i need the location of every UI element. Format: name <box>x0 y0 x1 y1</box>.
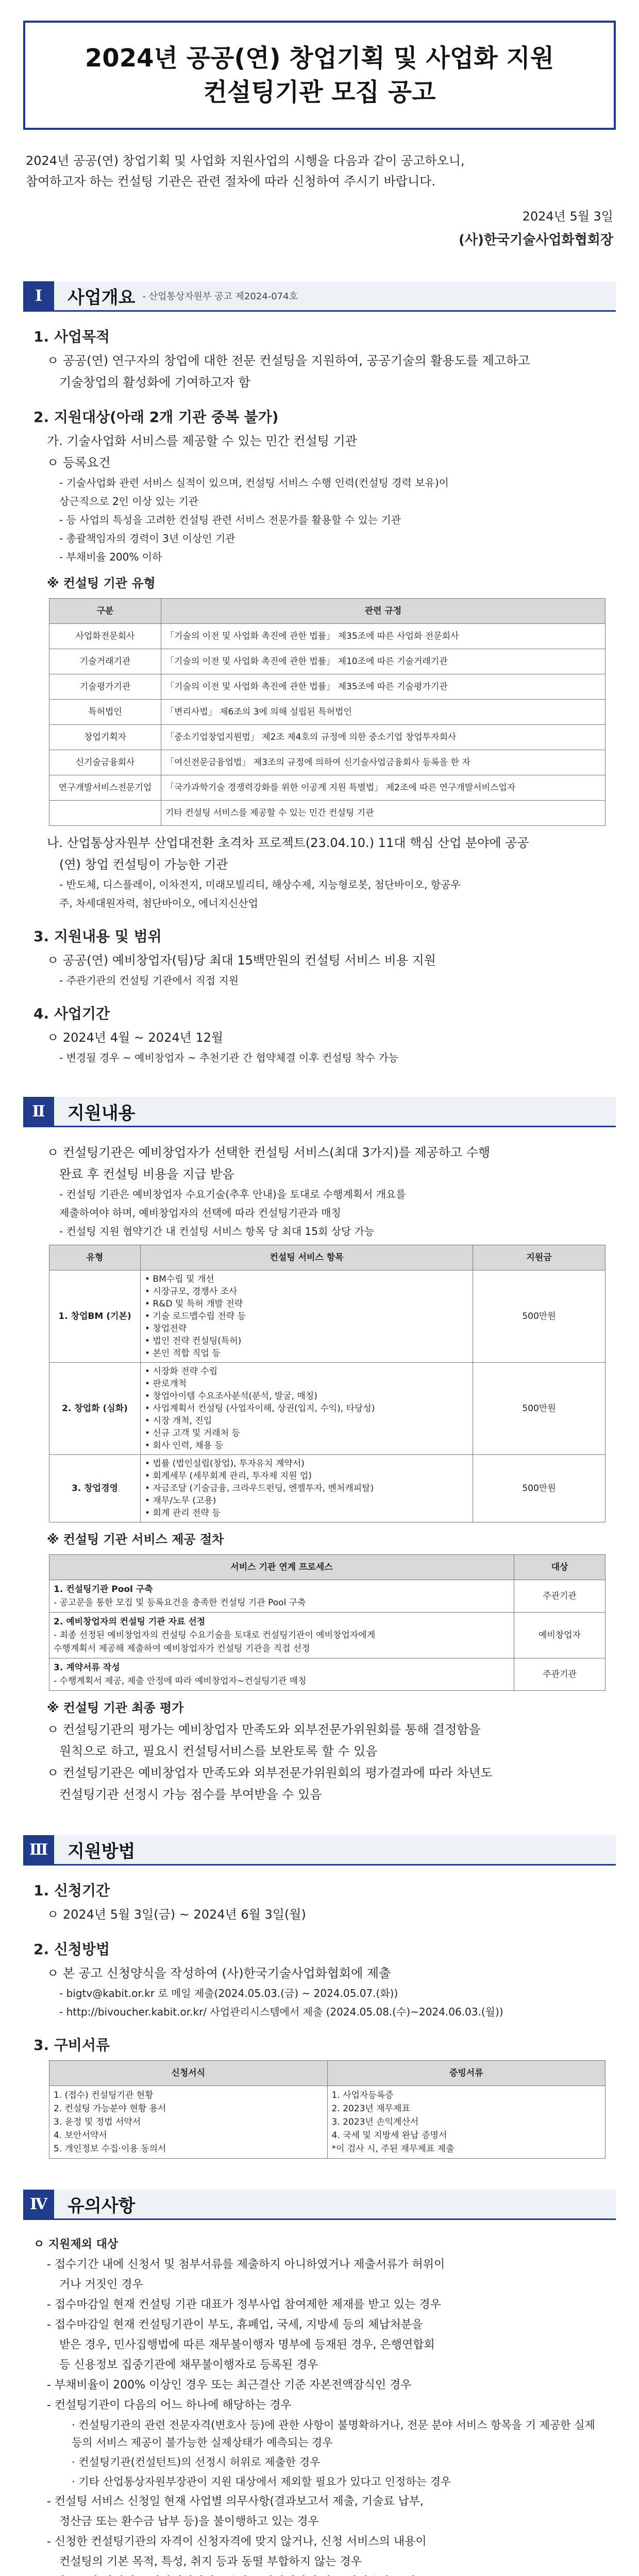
text-line: 상근직으로 2인 이상 있는 기관 <box>59 495 198 507</box>
doc-item: 2. 2023년 재무제표 <box>331 2104 410 2114</box>
text-line: 컨설팅기관 선정시 가능 점수를 부여받을 수 있음 <box>59 1787 322 1802</box>
text-line: 제출하여야 하며, 예비창업자의 선택에 따라 컨설팅기관과 매칭 <box>59 1207 341 1219</box>
service-item: • 기술 로드맵수립 전략 등 <box>145 1311 246 1321</box>
text-line: · 컨설팅기관의 관련 전문자격(변호사 등)에 관한 사항이 불명확하거나, 전문 분야 서비스 항목을 기 제공한 실제 등의 서비스 제공이 불가능한 실제상태가 예측되는 경우 <box>72 2419 595 2449</box>
title-box <box>23 21 616 130</box>
service-item: • 자금조달 (기술금융, 크라우드펀딩, 엔젤투자, 벤처캐피탈) <box>145 1483 374 1494</box>
service-fund: 500만원 <box>473 1270 606 1363</box>
process-step: 2. 예비창업자의 컨설팅 기관 자료 선정 <box>54 1617 206 1627</box>
section-4-content <box>33 2235 606 2576</box>
service-item: • BM수립 및 개선 <box>145 1274 214 1284</box>
text-line: - 기술사업화 관련 서비스 실적이 있으며, 컨설팅 서비스 수행 인력(컨설팅 경력 보유)이 <box>59 477 449 489</box>
type-name: 연구개발서비스전문기업 <box>49 775 161 801</box>
text-line: - 컨설팅 지원 협약기간 내 컨설팅 서비스 항목 당 최대 15회 상당 가능 <box>59 1225 375 1238</box>
service-item: • R&D 및 특허 개발 전략 <box>145 1299 243 1309</box>
process-step: 1. 컨설팅기관 Pool 구축 <box>54 1584 153 1595</box>
service-item: • 재무/노무 (고용) <box>145 1496 216 1506</box>
doc-item: 4. 국세 및 지방세 완납 증명서 <box>331 2130 447 2141</box>
notice-date: 2024년 5월 3일 <box>522 209 613 224</box>
text-line: · 기타 산업통상자원부장관이 지원 대상에서 제외할 필요가 있다고 인정하는 경우 <box>72 2476 451 2488</box>
process-steps <box>49 1658 514 1691</box>
process-step: - 최종 선정된 예비창업자의 컨설팅 수요기술을 토대로 컨설팅기관이 예비창업자에게 <box>54 1630 376 1640</box>
doc-item: 1. (접수) 컨설팅기관 현황 <box>54 2090 154 2100</box>
page-title-line2: 컨설팅기관 모집 공고 <box>203 78 436 107</box>
intro-line2: 참여하고자 하는 컨설팅 기관은 관련 절차에 따라 신청하여 주시기 바랍니다. <box>26 174 435 189</box>
heading-apply-method: 2. 신청방법 <box>33 1941 110 1958</box>
heading-target: 2. 지원대상(아래 2개 기관 중복 불가) <box>33 409 279 426</box>
table-row <box>49 1363 606 1455</box>
process-steps <box>49 1580 514 1613</box>
heading-documents: 3. 구비서류 <box>33 2037 110 2054</box>
service-item: • 시장 개척, 진입 <box>145 1416 212 1426</box>
text-line: 원칙으로 하고, 필요시 컨설팅서비스를 보완토록 할 수 있음 <box>59 1744 378 1758</box>
table-header: 유형 <box>49 1245 141 1270</box>
process-table <box>49 1554 606 1691</box>
text-line: - 컨설팅 기관은 예비창업자 수요기술(추후 안내)을 토대로 수행계획서 개요를 <box>59 1188 406 1200</box>
service-item: • 창업전략 <box>145 1324 187 1334</box>
service-item: • 법률 (법인설립(창업), 투자유치 계약서) <box>145 1459 305 1469</box>
service-item: • 회사 인력, 채용 등 <box>145 1440 224 1451</box>
table-row <box>49 750 606 775</box>
text-line: 가. 기술사업화 서비스를 제공할 수 있는 민간 컨설팅 기관 <box>47 434 357 448</box>
heading-scope: 3. 지원내용 및 범위 <box>33 928 162 945</box>
text-line: ㅇ 공공(연) 연구자의 창업에 대한 전문 컨설팅을 지원하여, 공공기술의 활용도를 제고하고 <box>47 353 530 368</box>
service-type: 1. 창업BM (기본) <box>49 1270 141 1363</box>
text-line: 기술창업의 활성화에 기여하고자 함 <box>59 375 250 389</box>
page-title-line1: 2024년 공공(연) 창업기획 및 사업화 지원 <box>85 44 554 73</box>
table-row <box>49 1580 606 1613</box>
section-1-content <box>33 327 606 1066</box>
section-title: 지원내용 <box>68 1103 136 1124</box>
type-name <box>49 801 161 826</box>
service-item: • 창업아이템 수요조사분석(분석, 발굴, 매칭) <box>145 1391 317 1401</box>
text-line: - 등 사업의 특성을 고려한 컨설팅 관련 서비스 전문가를 활용할 수 있는 기관 <box>59 514 401 526</box>
section-1-header <box>23 281 616 312</box>
table-row <box>49 1613 606 1658</box>
text-line: ㅇ 지원제외 대상 <box>33 2238 119 2251</box>
service-item: • 시장화 전략 수립 <box>145 1366 218 1377</box>
text-line: - 부채비율이 200% 이상인 경우 또는 최근결산 기준 자본전액잠식인 경우 <box>47 2379 412 2392</box>
docs-left-cell <box>49 2086 328 2159</box>
table-header: 증빙서류 <box>327 2061 606 2086</box>
table-row <box>49 1658 606 1691</box>
table-row <box>49 1270 606 1363</box>
table-header: 서비스 기관 연계 프로세스 <box>49 1555 514 1580</box>
text-line: 등 신용정보 집중기관에 채무불이행자로 등록된 경우 <box>59 2359 318 2371</box>
text-line: ※ 컨설팅 기관 유형 <box>47 576 156 590</box>
text-line: 거나 거짓인 경우 <box>59 2278 143 2291</box>
text-line: ㅇ 컨설팅기관은 예비창업자가 선택한 컨설팅 서비스(최대 3가지)를 제공하고 수행 <box>47 1145 491 1160</box>
process-target: 주관기관 <box>514 1580 606 1613</box>
section-title-text: 사업개요 <box>68 287 136 308</box>
type-rule: 기타 컨설팅 서비스를 제공할 수 있는 민간 컨설팅 기관 <box>161 801 606 826</box>
section-subtitle: - 산업통상자원부 공고 제2024-074호 <box>142 291 298 302</box>
text-line: · 컨설팅기관(컨설턴트)의 선정시 허위로 제출한 경우 <box>72 2456 321 2468</box>
text-line: 컨설팅의 기본 목적, 특성, 취지 등과 동떨 부합하지 않는 경우 <box>59 2555 362 2568</box>
process-step: 수행계획서 제공해 제출하여 예비창업자가 컨설팅 기관을 직접 선정 <box>54 1643 310 1654</box>
text-line: ㅇ 2024년 4월 ~ 2024년 12월 <box>47 1030 224 1045</box>
doc-item: 2. 컨설팅 가능분야 현황 용서 <box>54 2104 166 2114</box>
section-number: Ⅲ <box>23 1835 54 1864</box>
table-row <box>49 775 606 801</box>
docs-right-cell <box>327 2086 606 2159</box>
type-name: 사업화전문회사 <box>49 624 161 649</box>
section-2-content <box>33 1143 606 1804</box>
email-submission: - bigtv@kabit.or.kr 로 메일 제출(2024.05.03.(금) ~ 2024.05.07.(화)) <box>59 1987 398 1999</box>
text-line: - 부채비율 200% 이하 <box>59 551 162 563</box>
table-row <box>49 674 606 700</box>
text-line: ※ 컨설팅 기관 서비스 제공 절차 <box>47 1532 224 1547</box>
service-item: • 회계 관리 전략 등 <box>145 1508 221 1518</box>
section-4-header <box>23 2190 616 2220</box>
service-item: • 사업계획서 컨설팅 (사업자이해, 상권(입지, 수익), 타당성) <box>145 1403 375 1414</box>
type-name: 창업기획자 <box>49 725 161 750</box>
page <box>0 21 639 2576</box>
text-line: - 주관기관의 컨설팅 기관에서 직접 지원 <box>59 974 239 987</box>
text-line: ㅇ 컨설팅기관의 평가는 예비창업자 만족도와 외부전문가위원회를 통해 결정함을 <box>47 1722 481 1737</box>
type-rule: 「국가과학기술 경쟁력강화를 위한 이공계 지원 특별법」 제2조에 따른 연구개발서비스업자 <box>161 775 606 801</box>
text-line: ※ 컨설팅 기관 최종 평가 <box>47 1701 184 1715</box>
text-line: 받은 경우, 민사집행법에 따른 재무불이행자 명부에 등재된 경우, 은행연합회 <box>59 2338 435 2351</box>
service-type: 3. 창업경영 <box>49 1455 141 1522</box>
service-type: 2. 창업화 (심화) <box>49 1363 141 1455</box>
text-line: - 반도체, 디스플레이, 이차전지, 미래모빌리티, 해상수제, 지능형로봇, 첨단바이오, 항공우 <box>59 878 461 891</box>
service-items <box>141 1455 473 1522</box>
type-name: 기술거래기관 <box>49 649 161 674</box>
text-line: ㅇ 2024년 5월 3일(금) ~ 2024년 6월 3일(월) <box>47 1907 306 1922</box>
service-item: • 시장규모, 경쟁사 조사 <box>145 1286 238 1297</box>
section-3-content <box>33 1881 606 2159</box>
section-number: Ⅱ <box>23 1097 54 1126</box>
heading-apply-period: 1. 신청기간 <box>33 1882 110 1899</box>
service-item: • 법인 전략 컨설팅(특허) <box>145 1336 242 1346</box>
text-line: - 접수기간 내에 신청서 및 첨부서류를 제출하지 아니하였거나 제출서류가 허위이 <box>47 2258 445 2271</box>
service-item: • 본인 적합 직업 등 <box>145 1348 221 1359</box>
table-header: 구분 <box>49 599 161 624</box>
text-line <box>33 2573 606 2576</box>
text-line: ㅇ 본 공고 신청양식을 작성하여 (사)한국기술사업화협회에 제출 <box>47 1966 391 1980</box>
doc-item: 3. 2023년 손익계산서 <box>331 2117 419 2127</box>
section-number: Ⅰ <box>23 281 54 310</box>
section-title <box>54 281 298 310</box>
service-item: • 신규 고객 및 거래처 등 <box>145 1428 240 1438</box>
text-line: ㅇ 공공(연) 예비창업자(팀)당 최대 15백만원의 컨설팅 서비스 비용 지원 <box>47 953 436 968</box>
process-target: 주관기관 <box>514 1658 606 1691</box>
table-header: 지원금 <box>473 1245 606 1270</box>
text-line: ㅇ 등록요건 <box>47 455 111 470</box>
table-header: 신청서식 <box>49 2061 328 2086</box>
text-line: - 총괄책임자의 경력이 3년 이상인 기관 <box>59 532 236 545</box>
type-name: 기술평가기관 <box>49 674 161 700</box>
text-line: - 신청한 컨설팅기관의 자격이 신청자격에 맞지 않거나, 신청 서비스의 내용이 <box>47 2535 427 2548</box>
type-rule: 「변리사법」 제6조의 3에 의해 설립된 특허법인 <box>161 700 606 725</box>
doc-item: *이 검사 시, 주된 재무제표 제출 <box>331 2144 455 2154</box>
text-line: - 컨설팅기관이 다음의 어느 하나에 해당하는 경우 <box>47 2399 292 2412</box>
table-header: 컨설팅 서비스 항목 <box>141 1245 473 1270</box>
intro-line1: 2024년 공공(연) 창업기획 및 사업화 지원사업의 시행을 다음과 같이 공고하오니, <box>26 154 465 168</box>
text-line: ㅇ 컨설팅기관은 예비창업자 만족도와 외부전문가위원회의 평가결과에 따라 차년도 <box>47 1766 493 1780</box>
text-line: - 접수마감일 현재 컨설팅 기관 대표가 정부사업 참여제한 제재를 받고 있는 경우 <box>47 2298 441 2311</box>
doc-item: 5. 개인정보 수집·이용 동의서 <box>54 2144 166 2154</box>
type-rule: 「여신전문금융업법」 제3조의 규정에 의하여 신기술사업금융회사 등록을 한 자 <box>161 750 606 775</box>
section-title: 유의사항 <box>68 2195 136 2216</box>
intro <box>26 150 613 250</box>
section-number: Ⅳ <box>23 2190 54 2218</box>
agency-type-table <box>49 598 606 826</box>
type-rule: 「기술의 이전 및 사업화 촉진에 관한 법률」 제10조에 따른 기술거래기관 <box>161 649 606 674</box>
table-row <box>49 725 606 750</box>
type-rule: 「기술의 이전 및 사업화 촉진에 관한 법률」 제35조에 따른 기술평가기관 <box>161 674 606 700</box>
text-line: 주, 차세대원자력, 첨단바이오, 에너지신산업 <box>59 897 258 909</box>
process-steps <box>49 1613 514 1658</box>
text-line: 정산금 또는 환수금 납부 등)을 불이행하고 있는 경우 <box>59 2515 319 2528</box>
doc-item: 4. 보안서약서 <box>54 2130 107 2141</box>
table-row <box>49 624 606 649</box>
service-items <box>141 1363 473 1455</box>
text-line: - 변경될 경우 ~ 예비창업자 ~ 추천기관 간 협약체결 이후 컨설팅 착수 가능 <box>59 1052 398 1064</box>
process-step: - 수행계획서 제공, 제출 안정에 따라 예비창업자~컨설팅기관 매칭 <box>54 1676 307 1686</box>
section-title: 지원방법 <box>68 1841 136 1862</box>
type-rule: 「중소기업창업지원법」 제2조 제4호의 규정에 의한 중소기업 창업투자회사 <box>161 725 606 750</box>
documents-table <box>49 2060 606 2159</box>
service-fund: 500만원 <box>473 1363 606 1455</box>
section-2-header <box>23 1097 616 1127</box>
heading-period: 4. 사업기간 <box>33 1005 110 1022</box>
system-submission: - http://bivoucher.kabit.or.kr/ 사업관리시스템에서 제출 (2024.05.08.(수)~2024.06.03.(월)) <box>59 2006 503 2018</box>
heading-purpose: 1. 사업목적 <box>33 328 110 345</box>
doc-item: 3. 윤정 및 정법 서약서 <box>54 2117 141 2127</box>
type-name: 신기술금융회사 <box>49 750 161 775</box>
table-row <box>49 1455 606 1522</box>
text-line: - 컨설팅 서비스 신청일 현재 사업별 의무사항(결과보고서 제출, 기술료 납부, <box>47 2495 424 2508</box>
table-row <box>49 801 606 826</box>
process-step: - 공고문을 통한 모집 및 등록요건을 충족한 컨설팅 기관 Pool 구축 <box>54 1598 306 1608</box>
process-target: 예비창업자 <box>514 1613 606 1658</box>
text-line: 완료 후 컨설팅 비용을 지급 받음 <box>59 1167 234 1181</box>
type-name: 특허법인 <box>49 700 161 725</box>
notice-org: (사)한국기술사업화협회장 <box>458 232 613 248</box>
service-item: • 회계세무 (세무회계 관리, 투자제 지원 업) <box>145 1471 312 1481</box>
service-item: • 판로개척 <box>145 1379 187 1389</box>
doc-item: 1. 사업자등록증 <box>331 2090 394 2100</box>
section-3-header <box>23 1835 616 1866</box>
table-header: 관련 규정 <box>161 599 606 624</box>
service-table <box>49 1245 606 1522</box>
type-rule: 「기술의 이전 및 사업화 촉진에 관한 법률」 제35조에 따른 사업화 전문회사 <box>161 624 606 649</box>
service-items <box>141 1270 473 1363</box>
text-line: 나. 산업통상자원부 산업대전환 초격차 프로젝트(23.04.10.) 11대 핵심 산업 분야에 공공 <box>47 836 529 850</box>
text-line: - 접수마감일 현재 컨설팅기관이 부도, 휴폐업, 국세, 지방세 등의 체납처분을 <box>47 2318 423 2331</box>
process-step: 3. 계약서류 작성 <box>54 1663 120 1673</box>
table-row <box>49 649 606 674</box>
service-fund: 500만원 <box>473 1455 606 1522</box>
table-header: 대상 <box>514 1555 606 1580</box>
table-row <box>49 700 606 725</box>
text-line: (연) 창업 컨설팅이 가능한 기관 <box>59 857 228 872</box>
